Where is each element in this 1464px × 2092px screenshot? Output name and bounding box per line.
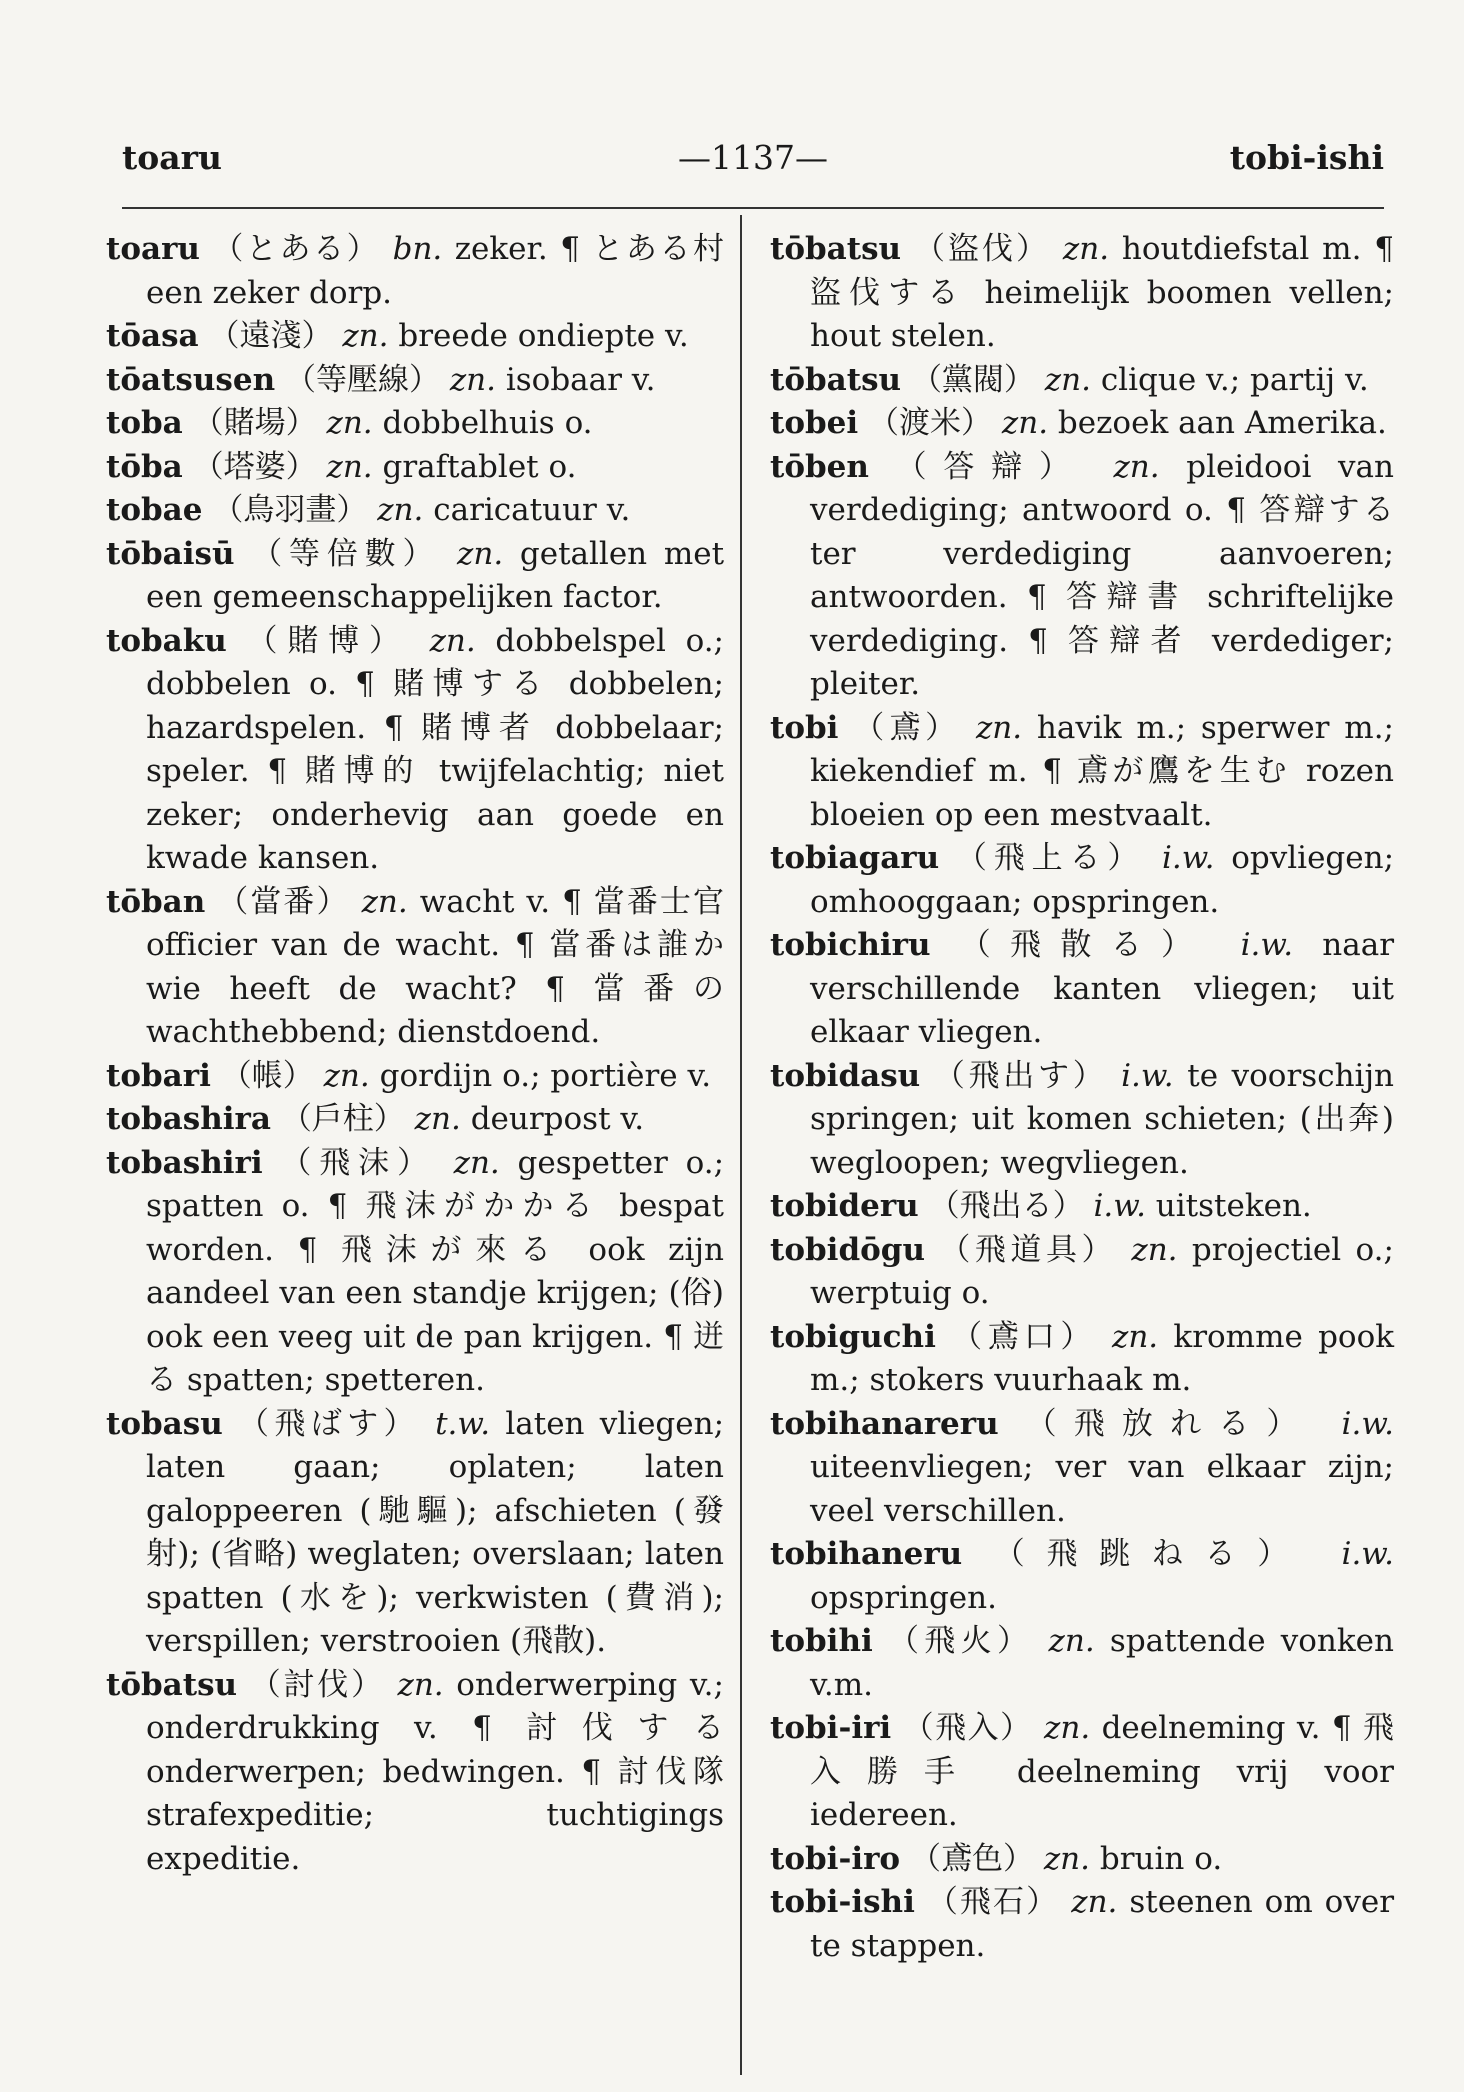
kanji-form: （答辯） — [895, 448, 1087, 485]
kanji-form: （飛ばす） — [237, 1405, 420, 1442]
dictionary-entry — [770, 359, 1394, 403]
kanji-form: （飛跳ねる） — [993, 1536, 1310, 1572]
dictionary-entry — [106, 446, 724, 490]
part-of-speech: zn. — [1131, 1231, 1178, 1268]
guide-word-right: tobi-ishi — [1229, 138, 1384, 177]
definition: bezoek aan Amerika. — [1057, 405, 1387, 441]
kanji-form: （飛上る） — [955, 840, 1146, 876]
dictionary-entry — [106, 402, 724, 446]
left-column — [106, 228, 724, 1881]
definition: steenen om over te stappen. — [810, 1884, 1395, 1964]
headword: tōbatsu — [106, 1666, 238, 1703]
headword: tōba — [106, 448, 183, 485]
definition: zeker. ¶ とある村 een zeker dorp. — [146, 231, 725, 311]
headword: tobidōgu — [770, 1231, 926, 1268]
kanji-form: （飛放れる） — [1025, 1405, 1315, 1442]
part-of-speech: zn. — [1043, 1840, 1090, 1877]
guide-word-left: toaru — [122, 138, 223, 177]
definition: wacht v. ¶ 當番士官 officier van de wacht. ¶ 當番は誰か wie heeft de wacht? ¶ 當番の wachthebbend; dienstdoend. — [146, 883, 725, 1050]
definition: onderwerping v.; onderdrukking v. ¶ 討伐する onderwerpen; bedwingen. ¶ 討伐隊 strafexpeditie; tuchtigings expeditie. — [146, 1666, 724, 1877]
header-rule — [122, 207, 1384, 209]
headword: tōbaisū — [106, 535, 235, 572]
dictionary-entry — [770, 1229, 1394, 1316]
dictionary-entry — [770, 924, 1394, 1055]
part-of-speech: zn. — [1071, 1884, 1118, 1920]
headword: tōatsusen — [106, 361, 276, 398]
dictionary-entry — [106, 315, 724, 359]
part-of-speech: i.w. — [1162, 840, 1215, 876]
part-of-speech: zn. — [377, 492, 424, 528]
dictionary-entry — [770, 402, 1394, 446]
part-of-speech: zn. — [449, 361, 496, 398]
headword: tobidasu — [770, 1057, 921, 1094]
definition: uiteenvliegen; ver van elkaar zijn; veel verschillen. — [810, 1449, 1394, 1529]
dictionary-entry — [106, 1142, 724, 1403]
dictionary-entry — [770, 1881, 1394, 1968]
kanji-form: （とある） — [212, 231, 381, 267]
dictionary-entry — [106, 1664, 724, 1882]
definition: te voorschijn springen; uit komen schieten; (出奔) wegloopen; wegvliegen. — [810, 1057, 1395, 1181]
part-of-speech: zn. — [453, 1144, 500, 1181]
headword: tobaku — [106, 622, 227, 659]
dictionary-entry — [106, 228, 724, 315]
headword: tobiguchi — [770, 1318, 936, 1355]
part-of-speech: zn. — [429, 622, 476, 659]
page-number: —1137— — [678, 138, 828, 177]
part-of-speech: zn. — [1111, 1318, 1159, 1355]
part-of-speech: i.w. — [1093, 1188, 1146, 1224]
definition: uitsteken. — [1155, 1188, 1312, 1224]
kanji-form: （飛入） — [902, 1710, 1033, 1746]
kanji-form: （等倍數） — [251, 535, 441, 572]
headword: tobideru — [770, 1188, 919, 1224]
headword: tobari — [106, 1057, 211, 1094]
definition: dobbelspel o.; dobbelen o. ¶ 賭博する dobbelen; hazardspelen. ¶ 賭博者 dobbelaar; speler. ¶ 賭博的 twijfelachtig; niet zeker; onderhevig aan goede en kwade kansen. — [146, 622, 725, 876]
dictionary-entry — [770, 1620, 1394, 1707]
part-of-speech: zn. — [1001, 405, 1049, 441]
definition: dobbelhuis o. — [382, 405, 593, 441]
definition: getallen met een gemeenschappelijken factor. — [146, 535, 725, 615]
definition: spattende vonken v.m. — [810, 1623, 1394, 1703]
part-of-speech: i.w. — [1341, 1405, 1395, 1442]
part-of-speech: i.w. — [1240, 927, 1294, 963]
headword: tobi-iro — [770, 1840, 901, 1877]
definition: havik m.; sperwer m.; kiekendief m. ¶ 鳶が鷹を生む rozen bloeien op een mestvaalt. — [810, 709, 1394, 833]
definition: opvliegen; omhooggaan; opspringen. — [810, 840, 1395, 920]
kanji-form: （鳶口） — [951, 1318, 1097, 1355]
headword: tōban — [106, 883, 206, 920]
kanji-form: （黨閥） — [910, 361, 1035, 398]
headword: tobi — [770, 709, 839, 746]
part-of-speech: zn. — [414, 1101, 461, 1137]
dictionary-entry — [770, 1185, 1394, 1229]
definition: gordijn o.; portière v. — [379, 1057, 712, 1094]
part-of-speech: zn. — [326, 405, 373, 441]
definition: deurpost v. — [470, 1101, 645, 1137]
definition: clique v.; partij v. — [1100, 361, 1369, 398]
headword: tobiagaru — [770, 840, 940, 876]
part-of-speech: zn. — [361, 883, 408, 920]
definition: kromme pook m.; stokers vuurhaak m. — [810, 1318, 1395, 1398]
dictionary-entry — [770, 1838, 1394, 1882]
definition: projectiel o.; werptuig o. — [810, 1231, 1394, 1311]
definition: houtdiefstal m. ¶ 盜伐する heimelijk boomen vellen; hout stelen. — [810, 231, 1395, 354]
definition: pleidooi van verdediging; antwoord o. ¶ 答辯する ter verdediging aanvoeren; antwoorden. ¶ 答辯書 schriftelijke verdediging. ¶ 答辯者 verdediger; pleiter. — [810, 448, 1394, 702]
headword: tobi-iri — [770, 1710, 892, 1746]
part-of-speech: zn. — [397, 1666, 444, 1703]
kanji-form: （飛火） — [887, 1623, 1034, 1659]
dictionary-entry — [770, 1707, 1394, 1838]
part-of-speech: i.w. — [1341, 1536, 1395, 1572]
part-of-speech: zn. — [457, 535, 504, 572]
definition: opspringen. — [810, 1579, 997, 1616]
running-head — [122, 138, 1384, 188]
headword: tobasu — [106, 1405, 223, 1442]
kanji-form: （飛道具） — [939, 1231, 1117, 1268]
headword: tobi-ishi — [770, 1884, 915, 1920]
dictionary-entry — [106, 1403, 724, 1664]
part-of-speech: zn. — [1044, 361, 1091, 398]
dictionary-entry — [770, 446, 1394, 707]
definition: naar verschillende kanten vliegen; uit elkaar vliegen. — [810, 927, 1395, 1050]
dictionary-entry — [106, 533, 724, 620]
kanji-form: （盜伐） — [913, 231, 1051, 267]
headword: tōbatsu — [770, 361, 902, 398]
dictionary-entry — [106, 620, 724, 881]
headword: tobihi — [770, 1623, 873, 1659]
kanji-form: （鳶色） — [909, 1840, 1034, 1877]
part-of-speech: zn. — [326, 448, 373, 485]
part-of-speech: i.w. — [1121, 1057, 1174, 1094]
kanji-form: （討伐） — [249, 1666, 385, 1703]
kanji-form: （賭場） — [192, 405, 317, 441]
part-of-speech: zn. — [1113, 448, 1160, 485]
headword: toba — [106, 405, 183, 441]
right-column — [770, 228, 1394, 1968]
part-of-speech: zn. — [323, 1057, 370, 1094]
headword: tōben — [770, 448, 869, 485]
headword: tobei — [770, 405, 859, 441]
dictionary-entry — [106, 1098, 724, 1142]
kanji-form: （帳） — [220, 1057, 314, 1094]
kanji-form: （鳶） — [853, 709, 962, 746]
headword: tobae — [106, 492, 203, 528]
headword: tobichiru — [770, 927, 931, 963]
kanji-form: （戶柱） — [280, 1101, 405, 1137]
definition: isobaar v. — [505, 361, 656, 398]
kanji-form: （飛出す） — [933, 1057, 1108, 1094]
kanji-form: （鳥羽畫） — [212, 492, 368, 528]
dictionary-entry — [106, 881, 724, 1055]
kanji-form: （遠淺） — [208, 318, 333, 354]
kanji-form: （等壓線） — [284, 361, 440, 398]
dictionary-entry — [106, 359, 724, 403]
headword: tobihanareru — [770, 1405, 999, 1442]
kanji-form: （當番） — [217, 883, 350, 920]
dictionary-entry — [770, 837, 1394, 924]
part-of-speech: bn. — [392, 231, 443, 267]
column-divider — [740, 215, 742, 2075]
dictionary-entry — [770, 1316, 1394, 1403]
kanji-form: （飛散る） — [959, 927, 1212, 963]
part-of-speech: t.w. — [435, 1405, 491, 1442]
kanji-form: （塔婆） — [192, 448, 317, 485]
definition: gespetter o.; spatten o. ¶ 飛沫がかかる bespat worden. ¶ 飛沫が來る ook zijn aandeel van een standje krijgen; (俗) ook een veeg uit de pan krijgen. ¶ 迸る spatten; spetteren. — [146, 1144, 725, 1398]
definition: graftablet o. — [382, 448, 577, 485]
dictionary-entry — [770, 228, 1394, 359]
definition: deelneming v. ¶ 飛入勝手 deelneming vrij voor iedereen. — [810, 1710, 1394, 1833]
kanji-form: （飛沫） — [280, 1144, 436, 1181]
definition: breede ondiepte v. — [398, 318, 689, 354]
definition: bruin o. — [1099, 1840, 1223, 1877]
part-of-speech: zn. — [1048, 1623, 1095, 1659]
part-of-speech: zn. — [1044, 1710, 1091, 1746]
headword: tobashiri — [106, 1144, 263, 1181]
headword: tōasa — [106, 318, 199, 354]
dictionary-entry — [770, 707, 1394, 838]
definition: laten vliegen; laten gaan; oplaten; laten galoppeeren (馳驅); afschieten (發射); (省略) weglaten; overslaan; laten spatten (水を); verkwisten (費消); verspillen; verstrooien (飛散). — [146, 1405, 725, 1659]
kanji-form: （賭博） — [246, 622, 410, 659]
dictionary-entry — [106, 1055, 724, 1099]
part-of-speech: zn. — [975, 709, 1023, 746]
kanji-form: （飛石） — [926, 1884, 1060, 1920]
kanji-form: （渡米） — [868, 405, 993, 441]
dictionary-entry — [106, 489, 724, 533]
headword: tōbatsu — [770, 231, 902, 267]
part-of-speech: zn. — [1062, 231, 1110, 267]
part-of-speech: zn. — [342, 318, 389, 354]
headword: toaru — [106, 231, 200, 267]
definition: caricatuur v. — [433, 492, 631, 528]
headword: tobihaneru — [770, 1536, 963, 1572]
kanji-form: （飛出る） — [928, 1188, 1084, 1224]
dictionary-entry — [770, 1403, 1394, 1534]
headword: tobashira — [106, 1101, 271, 1137]
dictionary-entry — [770, 1055, 1394, 1186]
dictionary-entry — [770, 1533, 1394, 1620]
